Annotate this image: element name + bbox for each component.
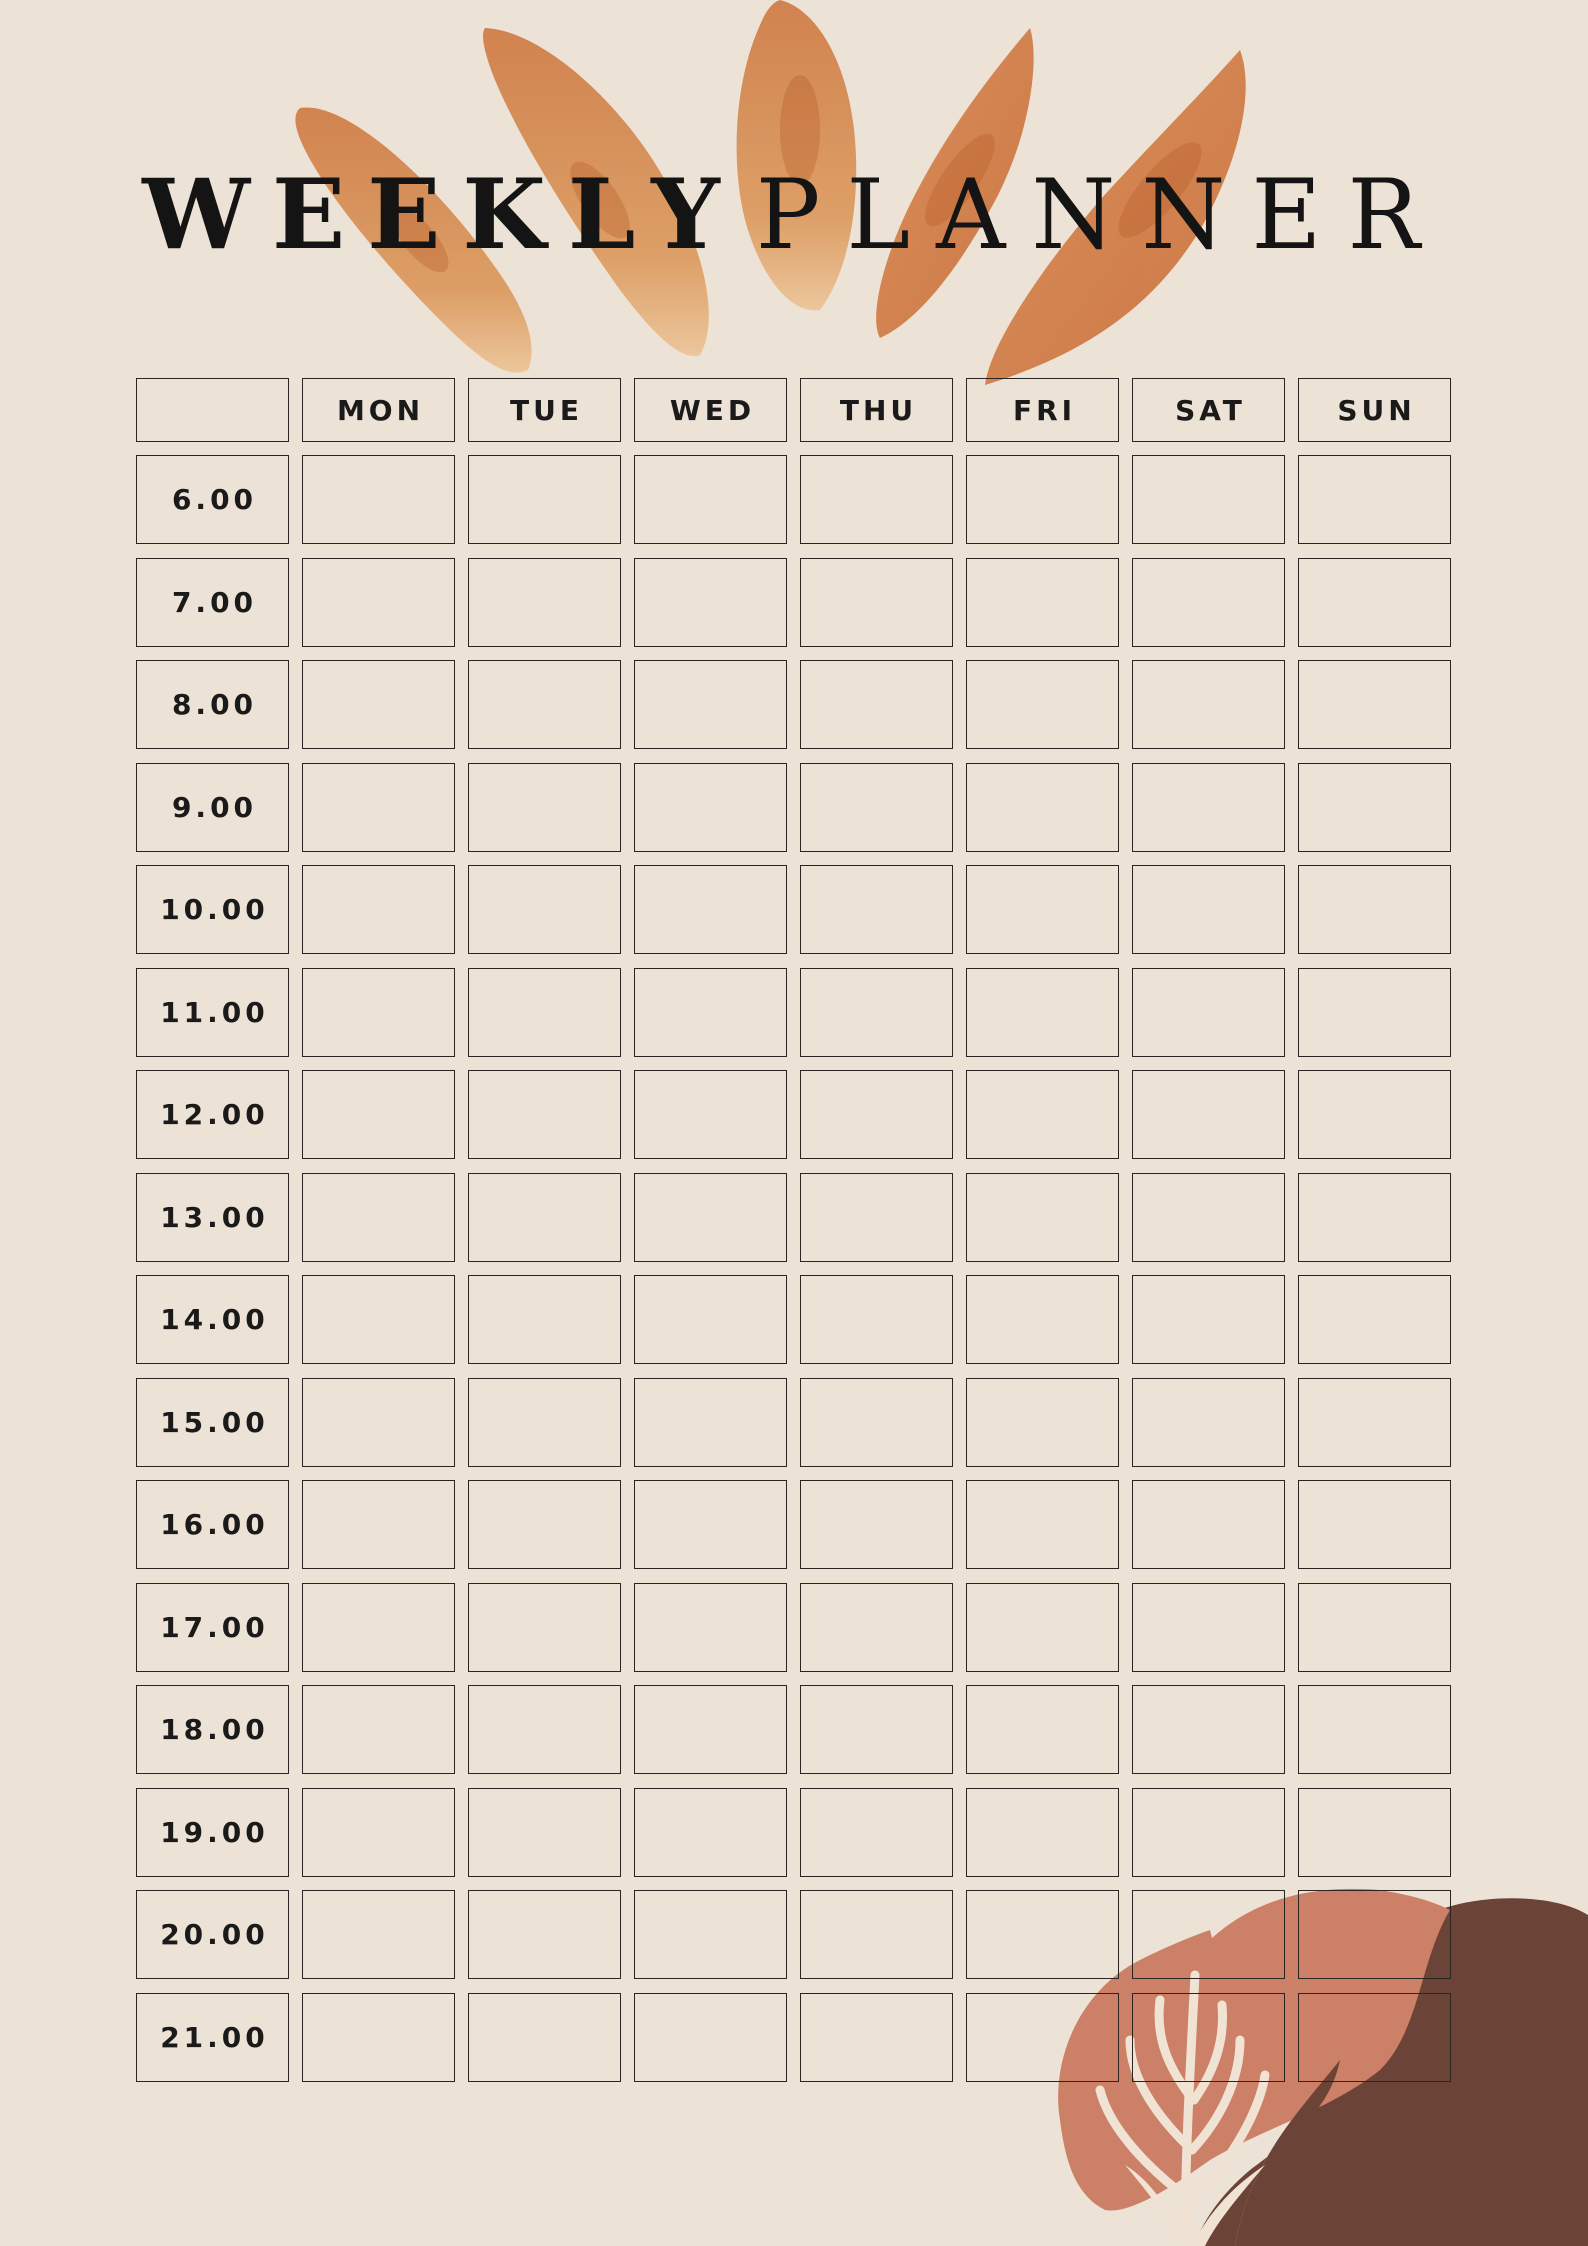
schedule-cell-sat[interactable] (1132, 1378, 1285, 1467)
schedule-cell-mon[interactable] (302, 1173, 455, 1262)
title-word-weekly: WEEKLY (142, 158, 742, 271)
schedule-cell-sat[interactable] (1132, 1685, 1285, 1774)
day-header-mon: MON (302, 378, 455, 442)
schedule-cell-wed[interactable] (634, 1173, 787, 1262)
schedule-cell-sat[interactable] (1132, 1173, 1285, 1262)
time-label: 15.00 (136, 1378, 289, 1467)
schedule-cell-thu[interactable] (800, 660, 953, 749)
schedule-cell-sat[interactable] (1132, 865, 1285, 954)
schedule-cell-mon[interactable] (302, 968, 455, 1057)
schedule-cell-wed[interactable] (634, 1378, 787, 1467)
schedule-cell-mon[interactable] (302, 1583, 455, 1672)
schedule-cell-thu[interactable] (800, 1275, 953, 1364)
time-label: 7.00 (136, 558, 289, 647)
schedule-cell-sun[interactable] (1298, 660, 1451, 749)
day-header-fri: FRI (966, 378, 1119, 442)
schedule-cell-mon[interactable] (302, 1788, 455, 1877)
time-label: 6.00 (136, 455, 289, 544)
schedule-cell-wed[interactable] (634, 660, 787, 749)
schedule-cell-wed[interactable] (634, 1070, 787, 1159)
schedule-cell-mon[interactable] (302, 763, 455, 852)
time-label: 17.00 (136, 1583, 289, 1672)
schedule-cell-fri[interactable] (966, 558, 1119, 647)
schedule-cell-mon[interactable] (302, 1070, 455, 1159)
schedule-cell-thu[interactable] (800, 1993, 953, 2082)
day-header-wed: WED (634, 378, 787, 442)
schedule-cell-thu[interactable] (800, 968, 953, 1057)
schedule-cell-sat[interactable] (1132, 1070, 1285, 1159)
time-label: 14.00 (136, 1275, 289, 1364)
schedule-cell-mon[interactable] (302, 1480, 455, 1569)
schedule-cell-tue[interactable] (468, 455, 621, 544)
schedule-cell-thu[interactable] (800, 1070, 953, 1159)
schedule-cell-fri[interactable] (966, 1378, 1119, 1467)
schedule-cell-tue[interactable] (468, 763, 621, 852)
time-label: 21.00 (136, 1993, 289, 2082)
day-header-thu: THU (800, 378, 953, 442)
schedule-cell-sat[interactable] (1132, 455, 1285, 544)
schedule-cell-mon[interactable] (302, 455, 455, 544)
schedule-cell-fri[interactable] (966, 1685, 1119, 1774)
schedule-cell-tue[interactable] (468, 1788, 621, 1877)
schedule-cell-thu[interactable] (800, 1685, 953, 1774)
schedule-cell-sat[interactable] (1132, 1993, 1285, 2082)
schedule-cell-sun[interactable] (1298, 1993, 1451, 2082)
schedule-cell-fri[interactable] (966, 1788, 1119, 1877)
time-label: 20.00 (136, 1890, 289, 1979)
schedule-cell-mon[interactable] (302, 1275, 455, 1364)
schedule-cell-thu[interactable] (800, 763, 953, 852)
schedule-cell-tue[interactable] (468, 1583, 621, 1672)
schedule-cell-thu[interactable] (800, 1173, 953, 1262)
schedule-cell-sat[interactable] (1132, 1275, 1285, 1364)
schedule-cell-sun[interactable] (1298, 1685, 1451, 1774)
schedule-cell-sat[interactable] (1132, 968, 1285, 1057)
schedule-cell-fri[interactable] (966, 1275, 1119, 1364)
schedule-cell-sun[interactable] (1298, 455, 1451, 544)
schedule-cell-sat[interactable] (1132, 660, 1285, 749)
schedule-cell-sun[interactable] (1298, 558, 1451, 647)
schedule-cell-wed[interactable] (634, 1480, 787, 1569)
schedule-cell-fri[interactable] (966, 1583, 1119, 1672)
schedule-cell-sun[interactable] (1298, 1378, 1451, 1467)
schedule-cell-thu[interactable] (800, 1788, 953, 1877)
schedule-cell-wed[interactable] (634, 455, 787, 544)
schedule-cell-fri[interactable] (966, 1070, 1119, 1159)
schedule-cell-mon[interactable] (302, 558, 455, 647)
schedule-cell-sun[interactable] (1298, 1173, 1451, 1262)
schedule-cell-fri[interactable] (966, 1890, 1119, 1979)
schedule-cell-wed[interactable] (634, 865, 787, 954)
schedule-cell-mon[interactable] (302, 1378, 455, 1467)
schedule-cell-sat[interactable] (1132, 1480, 1285, 1569)
schedule-cell-tue[interactable] (468, 865, 621, 954)
schedule-cell-sat[interactable] (1132, 763, 1285, 852)
schedule-cell-tue[interactable] (468, 968, 621, 1057)
time-label: 19.00 (136, 1788, 289, 1877)
schedule-cell-thu[interactable] (800, 558, 953, 647)
schedule-cell-wed[interactable] (634, 558, 787, 647)
schedule-cell-tue[interactable] (468, 660, 621, 749)
schedule-cell-sat[interactable] (1132, 1788, 1285, 1877)
schedule-cell-wed[interactable] (634, 1583, 787, 1672)
schedule-cell-thu[interactable] (800, 1890, 953, 1979)
page-title (0, 150, 1588, 280)
time-label: 13.00 (136, 1173, 289, 1262)
schedule-cell-fri[interactable] (966, 1480, 1119, 1569)
schedule-cell-tue[interactable] (468, 558, 621, 647)
schedule-cell-tue[interactable] (468, 1685, 621, 1774)
schedule-cell-thu[interactable] (800, 1480, 953, 1569)
schedule-cell-fri[interactable] (966, 1173, 1119, 1262)
time-label: 12.00 (136, 1070, 289, 1159)
schedule-cell-sun[interactable] (1298, 1070, 1451, 1159)
schedule-cell-sun[interactable] (1298, 968, 1451, 1057)
day-header-sun: SUN (1298, 378, 1451, 442)
schedule-cell-thu[interactable] (800, 455, 953, 544)
time-label: 16.00 (136, 1480, 289, 1569)
day-header-sat: SAT (1132, 378, 1285, 442)
schedule-cell-wed[interactable] (634, 968, 787, 1057)
title-word-planner: PLANNER (755, 159, 1446, 271)
schedule-cell-mon[interactable] (302, 865, 455, 954)
schedule-cell-sun[interactable] (1298, 1890, 1451, 1979)
schedule-cell-wed[interactable] (634, 763, 787, 852)
schedule-cell-tue[interactable] (468, 1890, 621, 1979)
schedule-cell-tue[interactable] (468, 1070, 621, 1159)
schedule-cell-fri[interactable] (966, 968, 1119, 1057)
schedule-cell-wed[interactable] (634, 1685, 787, 1774)
schedule-cell-mon[interactable] (302, 1890, 455, 1979)
schedule-cell-sun[interactable] (1298, 1583, 1451, 1672)
schedule-cell-fri[interactable] (966, 865, 1119, 954)
day-header-tue: TUE (468, 378, 621, 442)
schedule-cell-tue[interactable] (468, 1173, 621, 1262)
schedule-cell-mon[interactable] (302, 1685, 455, 1774)
schedule-cell-tue[interactable] (468, 1378, 621, 1467)
schedule-cell-sun[interactable] (1298, 1788, 1451, 1877)
schedule-cell-thu[interactable] (800, 1583, 953, 1672)
schedule-cell-tue[interactable] (468, 1275, 621, 1364)
time-label: 10.00 (136, 865, 289, 954)
header-corner-cell (136, 378, 289, 442)
schedule-cell-fri[interactable] (966, 660, 1119, 749)
schedule-cell-mon[interactable] (302, 660, 455, 749)
schedule-cell-sun[interactable] (1298, 1275, 1451, 1364)
schedule-cell-wed[interactable] (634, 1275, 787, 1364)
time-label: 11.00 (136, 968, 289, 1057)
schedule-cell-thu[interactable] (800, 865, 953, 954)
schedule-cell-wed[interactable] (634, 1890, 787, 1979)
schedule-cell-sat[interactable] (1132, 1890, 1285, 1979)
schedule-cell-mon[interactable] (302, 1993, 455, 2082)
schedule-cell-fri[interactable] (966, 763, 1119, 852)
schedule-cell-fri[interactable] (966, 1993, 1119, 2082)
schedule-cell-tue[interactable] (468, 1480, 621, 1569)
schedule-cell-thu[interactable] (800, 1378, 953, 1467)
time-label: 8.00 (136, 660, 289, 749)
schedule-cell-wed[interactable] (634, 1788, 787, 1877)
schedule-cell-sat[interactable] (1132, 1583, 1285, 1672)
schedule-cell-sun[interactable] (1298, 763, 1451, 852)
time-label: 18.00 (136, 1685, 289, 1774)
schedule-cell-wed[interactable] (634, 1993, 787, 2082)
time-label: 9.00 (136, 763, 289, 852)
schedule-cell-fri[interactable] (966, 455, 1119, 544)
schedule-cell-tue[interactable] (468, 1993, 621, 2082)
schedule-cell-sun[interactable] (1298, 865, 1451, 954)
schedule-cell-sat[interactable] (1132, 558, 1285, 647)
schedule-cell-sun[interactable] (1298, 1480, 1451, 1569)
